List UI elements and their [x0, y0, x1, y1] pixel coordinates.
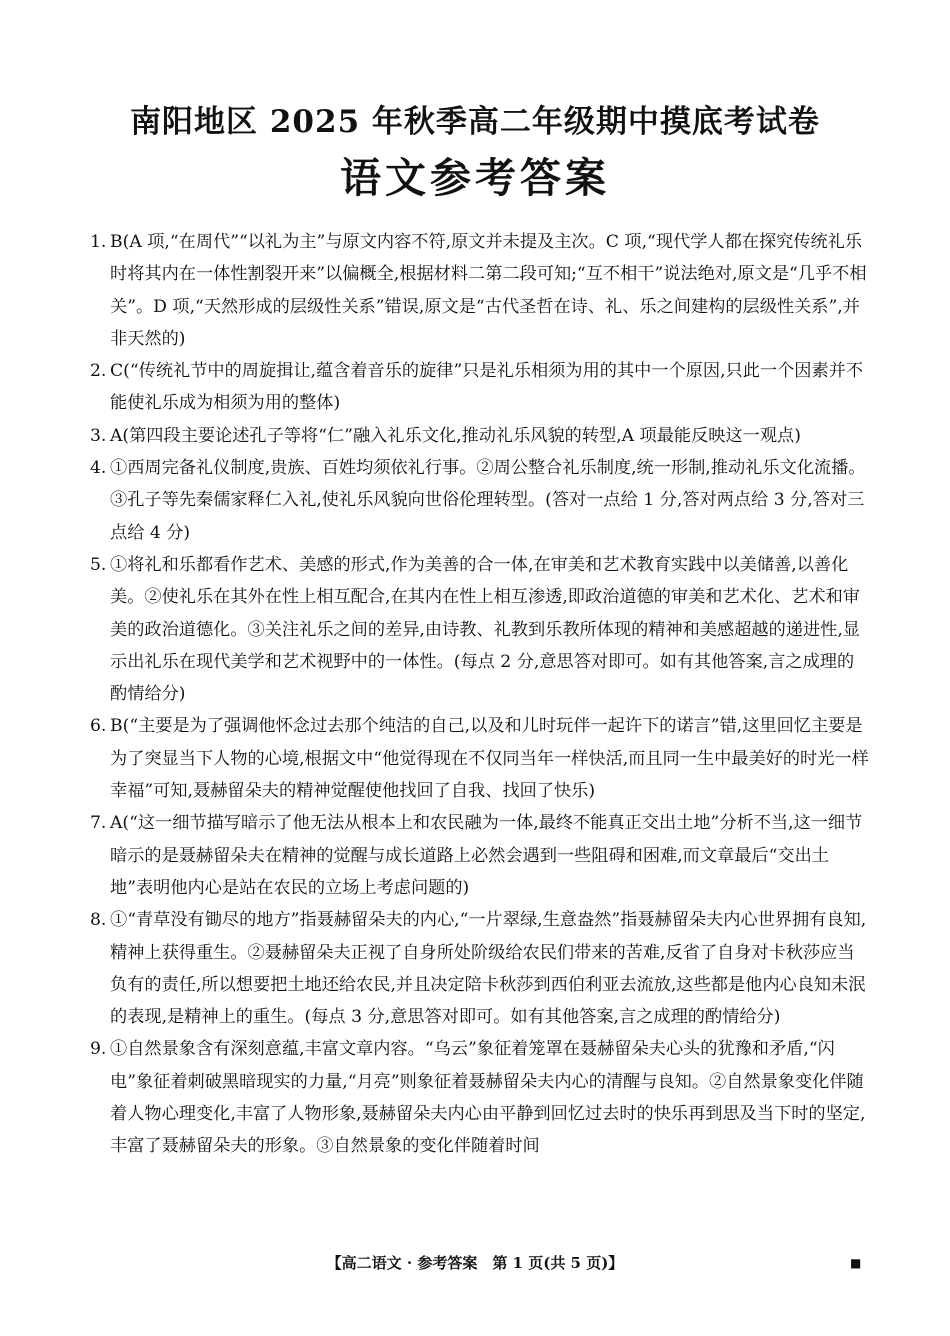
corner-mark: ■	[850, 1256, 862, 1270]
answer-number: 1.	[90, 232, 107, 252]
answer-item	[90, 549, 870, 710]
answer-number: 3.	[90, 425, 107, 446]
answer-list	[90, 226, 870, 1163]
answer-number: 9.	[90, 1039, 107, 1060]
document-subtitle: 语文参考答案	[340, 154, 610, 202]
answer-text: ①“青草没有锄尽的地方”指聂赫留朵夫的内心,“一片翠绿,生意盎然”指聂赫留朵夫内心世界拥有良知,精神上获得重生。②聂赫留朵夫正视了自身所处阶级给农民们带来的苦难,反省了自身对卡秋莎应当负有的责任,所以想要把土地还给农民,并且决定陪卡秋莎到西伯利亚去流放,这些都是他内心良知未泯的表现,是精神上的重生。(每点 3 分,意思答对即可。如有其他答案,言之成理的酌情给分)	[110, 910, 867, 1028]
answer-item	[90, 452, 870, 549]
answer-number: 8.	[90, 910, 107, 931]
answer-text: C(“传统礼节中的周旋揖让,蕴含着音乐的旋律”只是礼乐相须为用的其中一个原因,只此一个因素并不能使礼乐成为相须为用的整体)	[110, 361, 864, 414]
answer-text: B(A 项,“在周代”“以礼为主”与原文内容不符,原文并未提及主次。C 项,“现代学人都在探究传统礼乐时将其内在一体性割裂开来”以偏概全,根据材料二第二段可知;“互不相干”说法绝对,原文是“几乎不相关”。D 项,“天然形成的层级性关系”错误,原文是“古代圣哲在诗、礼、乐之间建构的层级性关系”,并非天然的)	[110, 232, 867, 349]
answer-number: 6.	[90, 716, 107, 737]
answer-text: B(“主要是为了强调他怀念过去那个纯洁的自己,以及和儿时玩伴一起许下的诺言”错,这里回忆主要是为了突显当下人物的心境,根据文中“他觉得现在不仅同当年一样快活,而且同一生中最美好的时光一样幸福”可知,聂赫留朵夫的精神觉醒使他找回了自我、找回了快乐)	[110, 716, 869, 802]
answer-text: ①将礼和乐都看作艺术、美感的形式,作为美善的合一体,在审美和艺术教育实践中以美储善,以善化美。②使礼乐在其外在性上相互配合,在其内在性上相互渗透,即政治道德的审美和艺术化、艺术和审美的政治道德化。③关注礼乐之间的差异,由诗教、礼教到乐教所体现的精神和美感超越的递进性,显示出礼乐在现代美学和艺术视野中的一体性。(每点 2 分,意思答对即可。如有其他答案,言之成理的酌情给分)	[110, 554, 860, 705]
answer-text: A(第四段主要论述孔子等将“仁”融入礼乐文化,推动礼乐风貌的转型,A 项最能反映这一观点)	[110, 425, 801, 446]
answer-number: 2.	[90, 361, 107, 382]
page-footer: 【高二语文 · 参考答案 第 1 页(共 5 页)】	[326, 1254, 624, 1272]
answer-number: 5.	[90, 554, 107, 575]
exam-title: 南阳地区 2025 年秋季高二年级期中摸底考试卷	[130, 104, 820, 140]
answer-text: A(“这一细节描写暗示了他无法从根本上和农民融为一体,最终不能真正交出土地”分析不当,这一细节暗示的是聂赫留朵夫在精神的觉醒与成长道路上必然会遇到一些阻碍和困难,而文章最后“交出土地”表明他内心是站在农民的立场上考虑问题的)	[110, 813, 863, 898]
answer-item	[90, 355, 870, 420]
answer-item	[90, 226, 870, 355]
answer-text: ①西周完备礼仪制度,贵族、百姓均须依礼行事。②周公整合礼乐制度,统一形制,推动礼乐文化流播。③孔子等先秦儒家释仁入礼,使礼乐风貌向世俗伦理转型。(答对一点给 1 分,答对两点给 3 分,答对三点给 4 分)	[110, 458, 866, 543]
answer-item	[90, 710, 870, 807]
answer-item	[90, 904, 870, 1033]
answer-item	[90, 807, 870, 904]
answer-number: 4.	[90, 458, 107, 479]
answer-item	[90, 420, 870, 452]
answer-item	[90, 1033, 870, 1162]
answer-text: ①自然景象含有深刻意蕴,丰富文章内容。“乌云”象征着笼罩在聂赫留朵夫心头的犹豫和矛盾,“闪电”象征着刺破黑暗现实的力量,“月亮”则象征着聂赫留朵夫内心的清醒与良知。②自然景象变化伴随着人物心理变化,丰富了人物形象,聂赫留朵夫内心由平静到回忆过去时的快乐再到思及当下时的坚定,丰富了聂赫留朵夫的形象。③自然景象的变化伴随着时间	[110, 1039, 866, 1157]
answer-number: 7.	[90, 813, 107, 834]
